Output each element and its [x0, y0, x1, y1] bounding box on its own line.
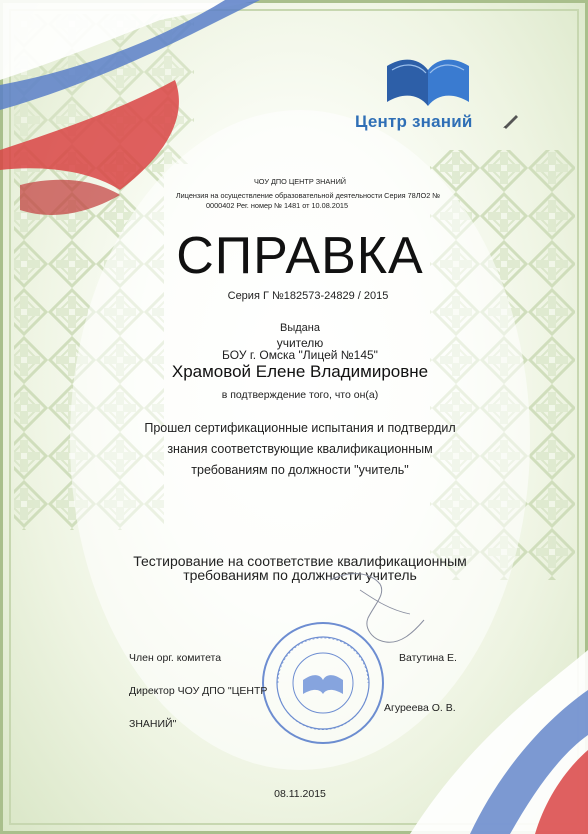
- statement-line-1: Прошел сертификационные испытания и подтвердил: [144, 421, 456, 435]
- director-label-line-2: ЗНАНИЙ": [129, 718, 177, 730]
- committee-label: Член орг. комитета: [129, 652, 222, 664]
- series-number: Серия Г №182573-24829 / 2015: [227, 290, 389, 302]
- recipient-name: Храмовой Елене Владимировне: [171, 362, 429, 381]
- course-line-1: Тестирование на соответствие квалификационным: [133, 553, 467, 569]
- license-line-1: Лицензия на осуществление образовательной деятельности Серия 78ЛО2 №: [175, 191, 441, 200]
- position: учителю: [276, 336, 324, 350]
- school-name: БОУ г. Омска "Лицей №145": [222, 348, 378, 362]
- organization-name: ЧОУ ДПО ЦЕНТР ЗНАНИЙ: [253, 177, 347, 186]
- issue-date: 08.11.2015: [274, 788, 326, 800]
- official-stamp: [258, 618, 388, 748]
- pen-icon: [502, 113, 520, 129]
- logo-text: Центр знаний: [355, 112, 473, 131]
- confirmation-text: в подтверждение того, что он(а): [221, 389, 379, 401]
- statement-line-3: требованиям по должности "учитель": [191, 463, 409, 477]
- issued-label: Выдана: [280, 322, 320, 334]
- open-book-icon: [383, 52, 473, 110]
- course-line-2: требованиям по должности учитель: [183, 567, 417, 583]
- statement-line-2: знания соответствующие квалификационным: [167, 442, 433, 456]
- director-name: Агуреева О. В.: [384, 702, 456, 714]
- director-label-line-1: Директор ЧОУ ДПО "ЦЕНТР: [129, 685, 268, 697]
- logo: [355, 52, 525, 136]
- document-title: СПРАВКА: [176, 227, 424, 285]
- license-line-2: 0000402 Рег. номер № 1481 от 10.08.2015: [206, 201, 349, 210]
- committee-name: Ватутина Е.: [399, 652, 457, 664]
